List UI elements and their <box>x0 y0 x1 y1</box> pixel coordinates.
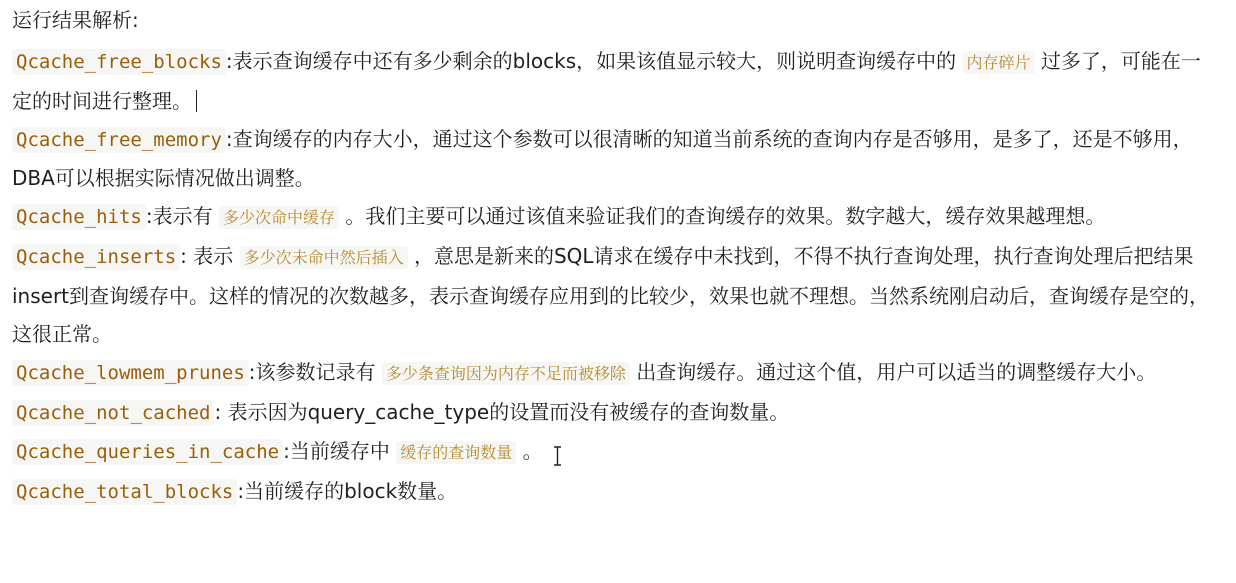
description-text: :表示查询缓存中还有多少剩余的blocks，如果该值显示较大，则说明查询缓存中的 <box>225 49 963 73</box>
section-heading: 运行结果解析: <box>12 8 139 32</box>
term-code: Qcache_not_cached <box>12 400 214 426</box>
description-text: :表示有 <box>145 204 219 228</box>
term-code: Qcache_free_blocks <box>12 49 226 75</box>
description-text: 。 <box>516 439 543 463</box>
highlight-text: 多少次命中缓存 <box>219 206 339 229</box>
description-text: 出查询缓存。通过这个值，用户可以适当的调整缓存大小。 <box>629 360 1157 384</box>
entry-qcache-total-blocks <box>12 472 1212 511</box>
description-text: 过多了，可能在一定的时间进行整理。 <box>12 49 1201 113</box>
term-code: Qcache_queries_in_cache <box>12 439 283 465</box>
description-text: ，意思是新来的SQL请求在缓存中未找到，不得不执行查询处理，执行查询处理后把结果insert到查询缓存中。这样的情况的次数越多，表示查询缓存应用到的比较少，效果也就不理想。当然系统刚启动后，查询缓存是空的，这很正常。 <box>12 244 1210 346</box>
description-text: :查询缓存的内存大小，通过这个参数可以很清晰的知道当前系统的查询内存是否够用，是多了，还是不够用，DBA可以根据实际情况做出调整。 <box>12 127 1193 190</box>
description-text: :当前缓存的block数量。 <box>237 479 458 503</box>
text-caret <box>196 90 197 112</box>
term-code: Qcache_inserts <box>12 244 180 270</box>
description-text: :当前缓存中 <box>283 439 397 463</box>
description-text: : 表示 <box>180 244 240 268</box>
text-cursor-icon <box>553 446 562 466</box>
term-code: Qcache_total_blocks <box>12 479 237 505</box>
term-code: Qcache_hits <box>12 204 146 230</box>
entry-qcache-not-cached <box>12 393 1212 432</box>
entry-qcache-lowmem-prunes <box>12 353 1212 393</box>
term-code: Qcache_lowmem_prunes <box>12 360 249 386</box>
highlight-text: 多少次未命中然后插入 <box>240 246 408 269</box>
highlight-text: 缓存的查询数量 <box>396 441 516 464</box>
highlight-text: 内存碎片 <box>963 51 1035 74</box>
highlight-text: 多少条查询因为内存不足而被移除 <box>382 362 630 385</box>
entry-qcache-free-memory <box>12 120 1212 197</box>
entry-qcache-hits <box>12 197 1212 237</box>
document-body <box>12 0 1212 511</box>
entry-qcache-queries-in-cache <box>12 432 1212 472</box>
description-text: :该参数记录有 <box>248 360 382 384</box>
term-code: Qcache_free_memory <box>12 127 226 153</box>
description-text: 。我们主要可以通过该值来验证我们的查询缓存的效果。数字越大，缓存效果越理想。 <box>338 204 1106 228</box>
entry-qcache-free-blocks <box>12 42 1212 120</box>
description-text: : 表示因为query_cache_type的设置而没有被缓存的查询数量。 <box>214 400 790 424</box>
entry-qcache-inserts <box>12 237 1212 353</box>
